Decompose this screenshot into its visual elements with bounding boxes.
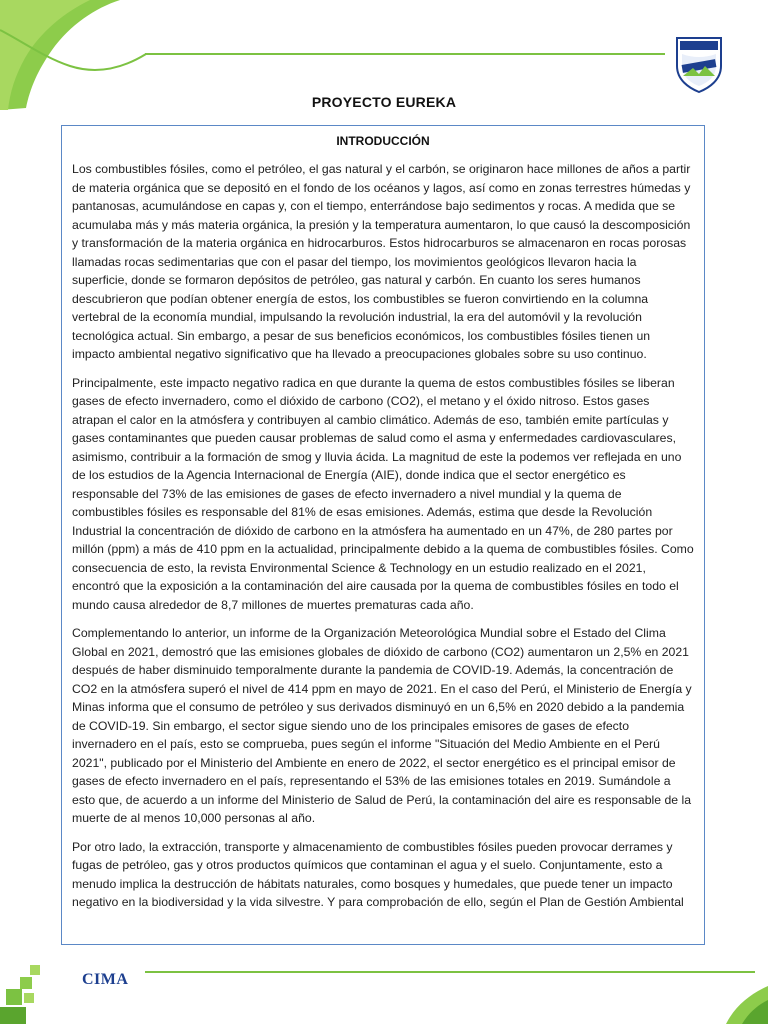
footer-divider	[145, 971, 755, 973]
cima-shield-logo	[673, 32, 725, 94]
footer-brand-logo: CIMA	[82, 971, 129, 988]
paragraph: Por otro lado, la extracción, transporte y almacenamiento de combustibles fósiles pueden provocar derrames y fugas de petróleo, gas y otros productos químicos que contaminan el agua y el suelo. Conjuntamente, esto a menudo implica la destrucción de hábitats naturales, como bosques y humedales, que puede tener un impacto negativo en la biodiversidad y la vida silvestre. Y para comprobación de ello, según el Plan de Gestión Ambiental	[72, 839, 684, 909]
paragraph-list	[62, 148, 704, 912]
corner-decoration-bottom-right	[680, 980, 768, 1024]
paragraph: Los combustibles fósiles, como el petróleo, el gas natural y el carbón, se originaron hace millones de años a partir de materia orgánica que se depositó en el fondo de los océanos y lagos, así como en zonas terrestres húmedas y pantanosas, acumulándose en capas y, con el tiempo, enterrándose bajo sedimentos y rocas. A medida que se acumulaba más y más materia orgánica, la presión y la temperatura aumentaron, lo que causó la descomposición y transformación de la materia orgánica en hidrocarburos. Estos hidrocarburos se almacenaron en rocas porosas llamadas rocas sedimentarias que con el pasar del tiempo, los movimientos geológicos llevaron hacia la superficie, donde se formaron depósitos de petróleo, gas natural y carbón. En cuanto los seres humanos descubrieron que podían obtener energía de estos, los combustibles se fueron convirtiendo en la columna vertebral de la economía mundial, impulsando la revolución industrial, la era del automóvil y la revolución tecnológica actual. Sin embargo, a pesar de sus beneficios económicos, los combustibles fósiles tienen un impacto ambiental negativo significativo que ha llevado a preocupaciones globales sobre su uso continuo.	[72, 162, 691, 361]
header-divider	[145, 53, 665, 55]
corner-decoration-bottom-left	[0, 965, 60, 1024]
section-title: INTRODUCCIÓN	[336, 134, 430, 148]
paragraph: Principalmente, este impacto negativo radica en que durante la quema de estos combustibles fósiles se liberan gases de efecto invernadero, como el dióxido de carbono (CO2), el metano y el óxido nitroso. Estos gases atrapan el calor en la atmósfera y contribuyen al cambio climático. Además de eso, también emite partículas y gases contaminantes que pueden causar problemas de salud como el asma y enfermedades cardiovasculares, asimismo, contribuir a la formación de smog y lluvia ácida. La magnitud de este la podemos ver reflejada en uno de los estudios de la Agencia Internacional de Energía (AIE), donde indica que el sector energético es responsable del 73% de las emisiones de gases de efecto invernadero a nivel mundial y la quema de combustibles fósiles es responsable del 81% de esas emisiones. Además, estima que desde la Revolución Industrial la concentración de dióxido de carbono en la atmósfera ha aumentado en un 47%, de 280 partes por millón (ppm) a más de 410 ppm en la actualidad, principalmente debido a la quema de combustibles fósiles. Como consecuencia de esto, la revista Environmental Science & Technology en un estudio realizado en el 2021, encontró que la exposición a la contaminación del aire causada por la quema de combustibles fósiles en todo el mundo causa alrededor de 8,7 millones de muertes prematuras cada año.	[72, 375, 694, 612]
introduction-box	[61, 125, 705, 945]
paragraph: Complementando lo anterior, un informe de la Organización Meteorológica Mundial sobre el Estado del Clima Global en 2021, demostró que las emisiones globales de dióxido de carbono (CO2) aumentaron un 2,5% en 2021 después de haber disminuido temporalmente durante la pandemia de COVID-19. Además, la concentración de CO2 en la atmósfera superó el nivel de 414 ppm en mayo de 2021. En el caso del Perú, el Ministerio de Energía y Minas informa que el consumo de petróleo y sus derivados disminuyó en un 6,5% en 2020 debido a la pandemia de COVID-19. Sin embargo, el sector sigue siendo uno de los principales emisores de gases de efecto invernadero en el país, esto se comprueba, pues según el informe "Situación del Medio Ambiente en el Perú 2021", publicado por el Ministerio del Ambiente en enero de 2022, el sector energético es el principal emisor de gases de efecto invernadero en el país, representando el 53% de las emisiones totales en 2019. Sumándole a esto que, de acuerdo a un informe del Ministerio de Salud de Perú, la contaminación del aire es responsable de la muerte de al menos 10,000 personas al año.	[72, 626, 692, 825]
document-title: PROYECTO EUREKA	[311, 94, 457, 110]
